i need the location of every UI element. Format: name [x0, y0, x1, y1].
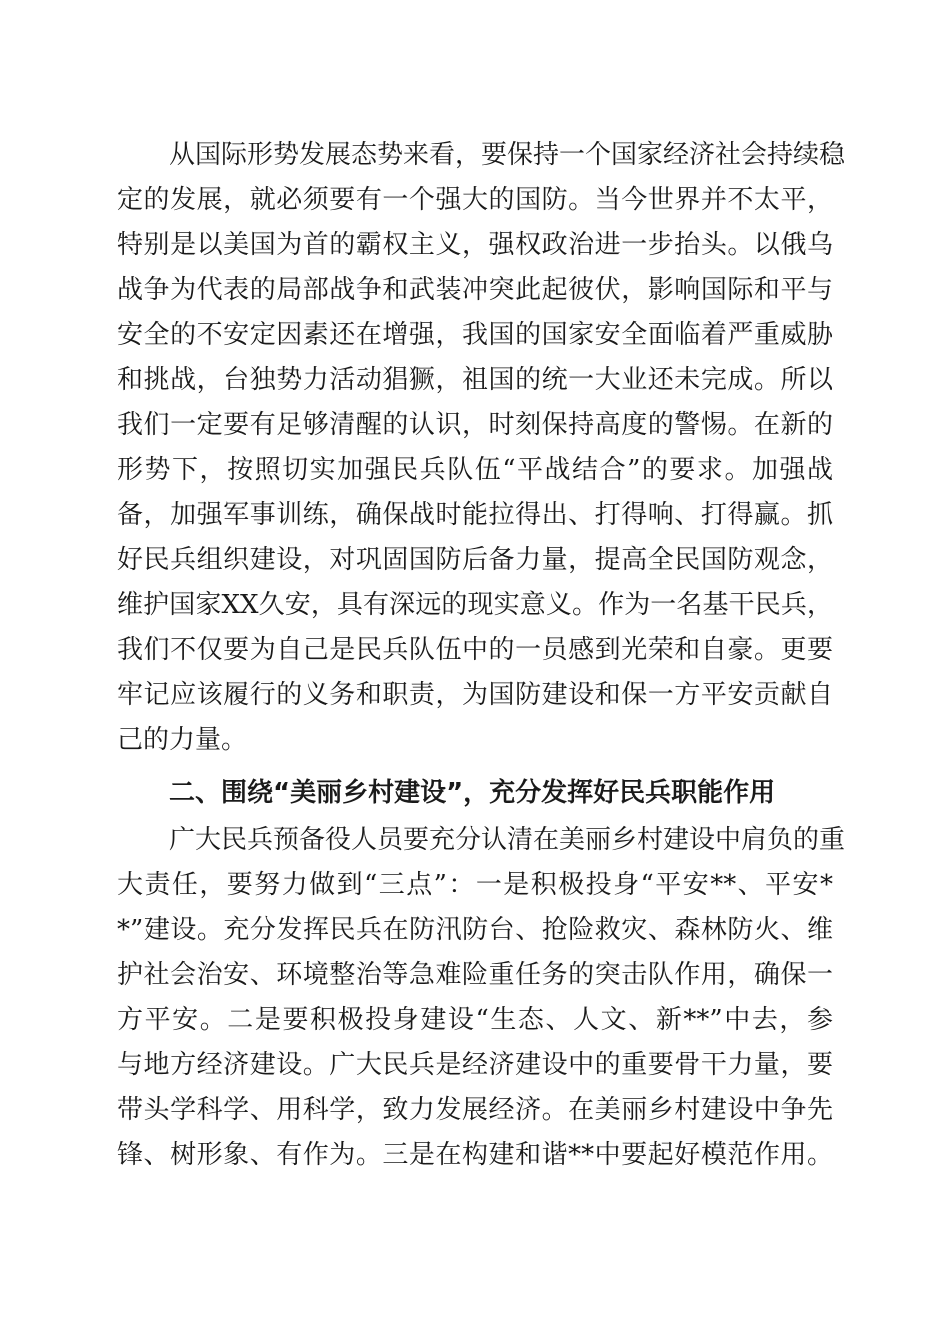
text-line: 备，加强军事训练，确保战时能拉得出、打得响、打得赢。抓: [117, 500, 833, 530]
text-line: 特别是以美国为首的霸权主义，强权政治进一步抬头。以俄乌: [117, 230, 833, 260]
text-line: 定的发展，就必须要有一个强大的国防。当今世界并不太平，: [117, 185, 833, 215]
text-line: 从国际形势发展态势来看，要保持一个国家经济社会持续稳: [117, 140, 846, 170]
text-line: 和挑战，台独势力活动猖獗，祖国的统一大业还未完成。所以: [117, 365, 833, 395]
text-line: 己的力量。: [117, 725, 248, 755]
text-line: 战争为代表的局部战争和武装冲突此起彼伏，影响国际和平与: [117, 275, 833, 305]
text-line: 形势下，按照切实加强民兵队伍“平战结合”的要求。加强战: [117, 455, 833, 485]
paragraph-national-defense: [117, 133, 846, 763]
text-line: 好民兵组织建设，对巩固国防后备力量，提高全民国防观念，: [117, 545, 833, 575]
text-line: 护社会治安、环境整治等急难险重任务的突击队作用，确保一: [117, 960, 833, 990]
text-line: 维护国家XX久安，具有深远的现实意义。作为一名基干民兵，: [117, 590, 833, 620]
text-line: 方平安。二是要积极投身建设“生态、人文、新**”中去，参: [117, 1005, 833, 1035]
text-line: 锋、树形象、有作为。三是在构建和谐**中要起好模范作用。: [117, 1140, 833, 1170]
text-line: 带头学科学、用科学，致力发展经济。在美丽乡村建设中争先: [117, 1095, 833, 1125]
text-line: 大责任，要努力做到“三点”：一是积极投身“平安**、平安*: [117, 870, 833, 900]
paragraph-rural-construction: [117, 818, 846, 1178]
section-heading: 二、围绕“美丽乡村建设”，充分发挥好民兵职能作用: [117, 778, 776, 808]
text-line: 广大民兵预备役人员要充分认清在美丽乡村建设中肩负的重: [117, 825, 846, 855]
text-line: 牢记应该履行的义务和职责，为国防建设和保一方平安贡献自: [117, 680, 833, 710]
text-line: 与地方经济建设。广大民兵是经济建设中的重要骨干力量，要: [117, 1050, 833, 1080]
text-line: *”建设。充分发挥民兵在防汛防台、抢险救灾、森林防火、维: [117, 915, 833, 945]
document-body: [117, 133, 846, 1178]
text-line: 我们不仅要为自己是民兵队伍中的一员感到光荣和自豪。更要: [117, 635, 833, 665]
text-line: 安全的不安定因素还在增强，我国的国家安全面临着严重威胁: [117, 320, 833, 350]
text-line: 我们一定要有足够清醒的认识，时刻保持高度的警惕。在新的: [117, 410, 833, 440]
